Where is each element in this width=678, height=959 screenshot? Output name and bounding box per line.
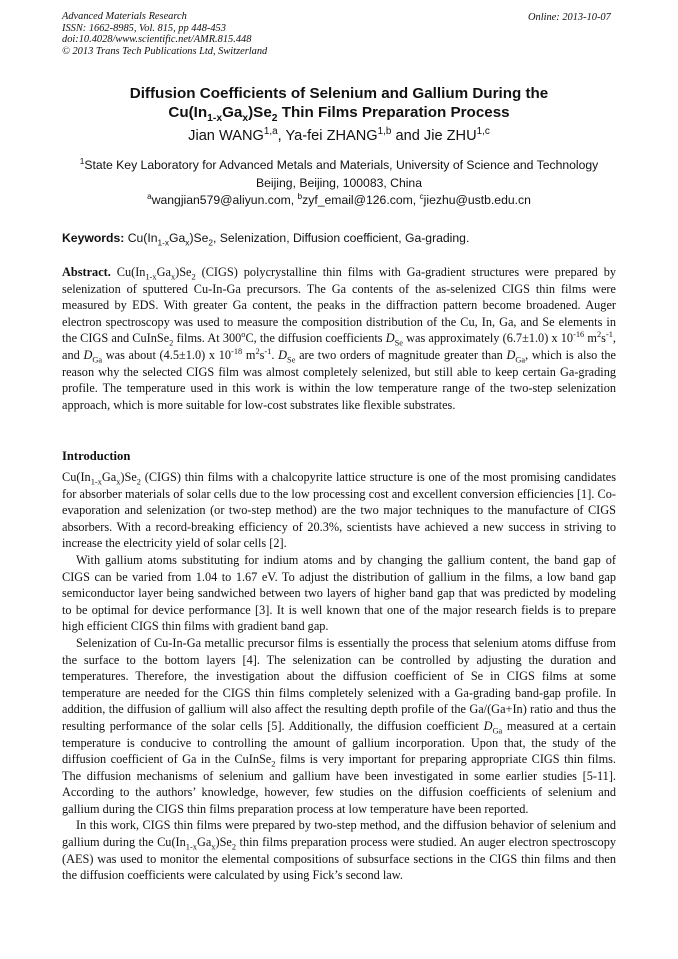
abstract: Abstract. $Cu(In_{1-x}Ga_x)Se_2$ (CIGS) polycrystalline thin films with Ga-gradient structures were prepared by selenization of sputtered Cu-In-Ga precursors. The Ga contents of the as-selenized CIGS thin films were measured by EDS. With greater Ga content, the peaks in the diffraction pattern become broadened. Auger electron spectroscopy was used to measure the composition distribution of the Cu, In, Ga, and Se elements in the CIGS and CuInSe$_2$ films. At 300$^o$C, the diffusion coefficients $D_{Se}$ was approximately (6.7±1.0) x $10^{-16}$ $m^2s^{-1}$, and $D_{Ga}$ was about (4.5±1.0) x $10^{-18}$ $m^2s^{-1}$. $D_{Se}$ are two orders of magnitude greater than $D_{Ga}$, which is also the reason why the selected CIGS film was almost completely selenized, but still able to keep certain Ga-grading profile. The temperature used in this work is within the low temperature range of the two-step selenization approach, which is more suitable for low-cost substrates like flexible substrates. (62, 265, 616, 412)
journal-issn: ISSN: 1662-8985, Vol. 815, pp 448-453 (62, 22, 226, 34)
paragraph: $Cu(In_{1-x}Ga_x)Se_2$ (CIGS) thin films with a chalcopyrite lattice structure is one of the most promising candidates for absorber materials of solar cells due to the low processing cost and excellent conversion efficiencies [1]. Co-evaporation and selenization (or two-step method) are the two major techniques to the manufacture of CIGS absorbers. With a record-breaking efficiency of 20.3%, scientists have achieved a new success in striving to increase the electricity yield of solar cells [2]. (62, 470, 616, 551)
journal-copyright: © 2013 Trans Tech Publications Ltd, Switzerland (62, 45, 268, 57)
title-line-1: Diffusion Coefficients of Selenium and Gallium During the (129, 85, 549, 102)
online-date: Online: 2013-10-07 (528, 12, 611, 23)
keywords-label: Keywords: (62, 231, 125, 245)
journal-doi: doi:10.4028/www.scientific.net/AMR.815.448 (62, 34, 252, 46)
author-emails: $^a$wangjian579@aliyun.com, $^b$zyf_email@126.com, $^c$jiezhu@ustb.edu.cn (147, 190, 531, 207)
paragraph: Selenization of Cu-In-Ga metallic precursor films is essentially the process that selenium atoms diffuse from the surface to the bottom layers [4]. The selenization can be controlled by adjusting the duration and temperatures. Therefore, the investigation about the diffusion coefficient of Se in CIGS films at some temperature are needed for the CIGS thin films completely selenized with a Ga-grading band-gap profile. In addition, the diffusion of gallium will also affect the resulting depth profile of the Ga/(Ga+In) ratio and thus the resulting performance of the solar cells [5]. Additionally, the diffusion coefficient $D_{Ga}$ measured at a certain temperature is conducive to controlling the amount of gallium incorporation. Upon that, the study of the diffusion coefficient of Ga in the CuInSe$_2$ films is very important for preparing appropriate CIGS thin films. The diffusion mechanisms of selenium and gallium have been investigated in some earlier studies [5-11]. According to the authors’ knowledge, however, few studies on the diffusion coefficients of selenium and gallium during the CIGS thin films preparation process at low temperature have been reported. (62, 635, 617, 816)
abstract-label: Abstract. (62, 265, 111, 279)
author-name: Ya-fei ZHANG (285, 128, 378, 144)
journal-header (62, 11, 267, 57)
author-list: Jian WANG$^{1,a}$, Ya-fei ZHANG$^{1,b}$ and Jie ZHU$^{1,c}$ (188, 126, 490, 144)
author-name: Jian WANG (188, 128, 264, 144)
journal-name: Advanced Materials Research (62, 11, 187, 22)
section-heading-introduction: Introduction (62, 449, 131, 463)
affiliation: $^1$State Key Laboratory for Advanced Metals and Materials, University of Science and Technology Beijing, Beijing, 100083, China (79, 155, 599, 190)
keywords: Keywords: $Cu(In_{1-x}Ga_x)Se_2$, Selenization, Diffusion coefficient, Ga-grading. (62, 231, 470, 248)
paragraph: With gallium atoms substituting for indium atoms and by changing the gallium content, the band gap of CIGS can be varied from 1.04 to 1.67 eV. To adjust the distribution of gallium in the films, a low band gap semiconductor layer being sandwiched between two layers of higher band gap that was predicted by modeling to be optimal for device performance [3]. It is well known that one of the major research fields is to prepare high efficient CIGS thin films with gradient band gap. (62, 552, 616, 634)
author-name: Jie ZHU (423, 128, 477, 144)
paragraph: In this work, CIGS thin films were prepared by two-step method, and the diffusion behavior of selenium and gallium during the $Cu(In_{1-x}Ga_x)Se_2$ thin films preparation process were studied. An auger electron spectroscopy (AES) was used to monitor the elemental compositions of subsurface sections in the CIGS thin films and then the diffusion coefficients were calculated by using Fick’s second law. (62, 818, 616, 883)
introduction-body (62, 469, 616, 884)
paper-title (62, 84, 616, 125)
title-line-2: $Cu(In_{1-x}Ga_x)Se_2$ Thin Films Preparation Process (168, 104, 510, 125)
